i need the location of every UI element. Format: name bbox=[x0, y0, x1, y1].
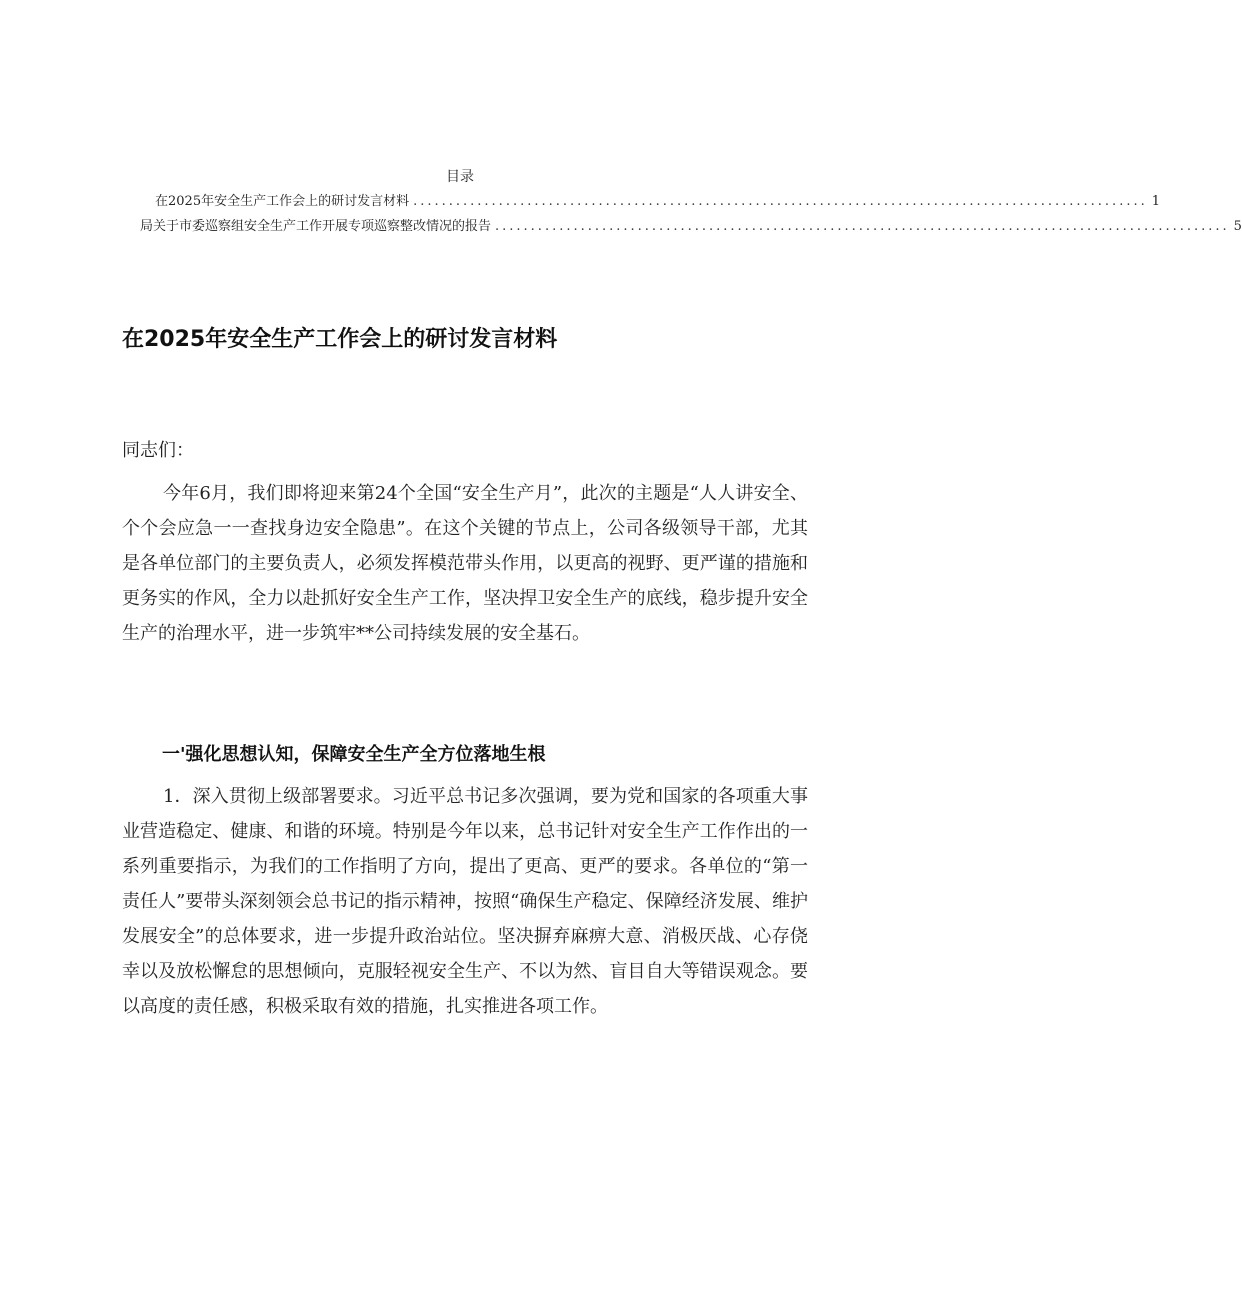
toc-leader-dots: ....................................................................................................... bbox=[495, 219, 1230, 234]
toc-title: 目录 bbox=[446, 169, 474, 185]
section-heading: 一'强化思想认知，保障安全生产全方位落地生根 bbox=[162, 744, 546, 765]
toc-entry-2[interactable] bbox=[140, 215, 1242, 234]
toc-entry-1[interactable] bbox=[155, 190, 1161, 209]
toc-entry-page: 1 bbox=[1151, 194, 1161, 209]
item-paragraph: 1．深入贯彻上级部署要求。习近平总书记多次强调，要为党和国家的各项重大事业营造稳定、健康、和谐的环境。特别是今年以来，总书记针对安全生产工作作出的一系列重要指示，为我们的工作指明了方向，提出了更高、更严的要求。各单位的“第一责任人”要带头深刻领会总书记的指示精神，按照“确保生产稳定、保障经济发展、维护发展安全”的总体要求，进一步提升政治站位。坚决摒弃麻痹大意、消极厌战、心存侥幸以及放松懈怠的思想倾向，克服轻视安全生产、不以为然、盲目自大等错误观念。要以高度的责任感，积极采取有效的措施，扎实推进各项工作。 bbox=[122, 786, 808, 1017]
toc-entry-title: 在2025年安全生产工作会上的研讨发言材料 bbox=[155, 194, 410, 209]
document-title: 在2025年安全生产工作会上的研讨发言材料 bbox=[122, 327, 558, 352]
toc-leader-dots: ....................................................................................................... bbox=[413, 194, 1148, 209]
toc-entry-page: 5 bbox=[1233, 219, 1242, 234]
salutation: 同志们： bbox=[122, 440, 194, 461]
intro-paragraph: 今年6月，我们即将迎来第24个全国“安全生产月”，此次的主题是“人人讲安全、个个会应急一一查找身边安全隐患”。在这个关键的节点上，公司各级领导干部，尤其是各单位部门的主要负责人，必须发挥模范带头作用，以更高的视野、更严谨的措施和更务实的作风，全力以赴抓好安全生产工作，坚决捍卫安全生产的底线，稳步提升安全生产的治理水平，进一步筑牢**公司持续发展的安全基石。 bbox=[122, 483, 808, 644]
toc-entry-title: 局关于市委巡察组安全生产工作开展专项巡察整改情况的报告 bbox=[140, 219, 492, 234]
